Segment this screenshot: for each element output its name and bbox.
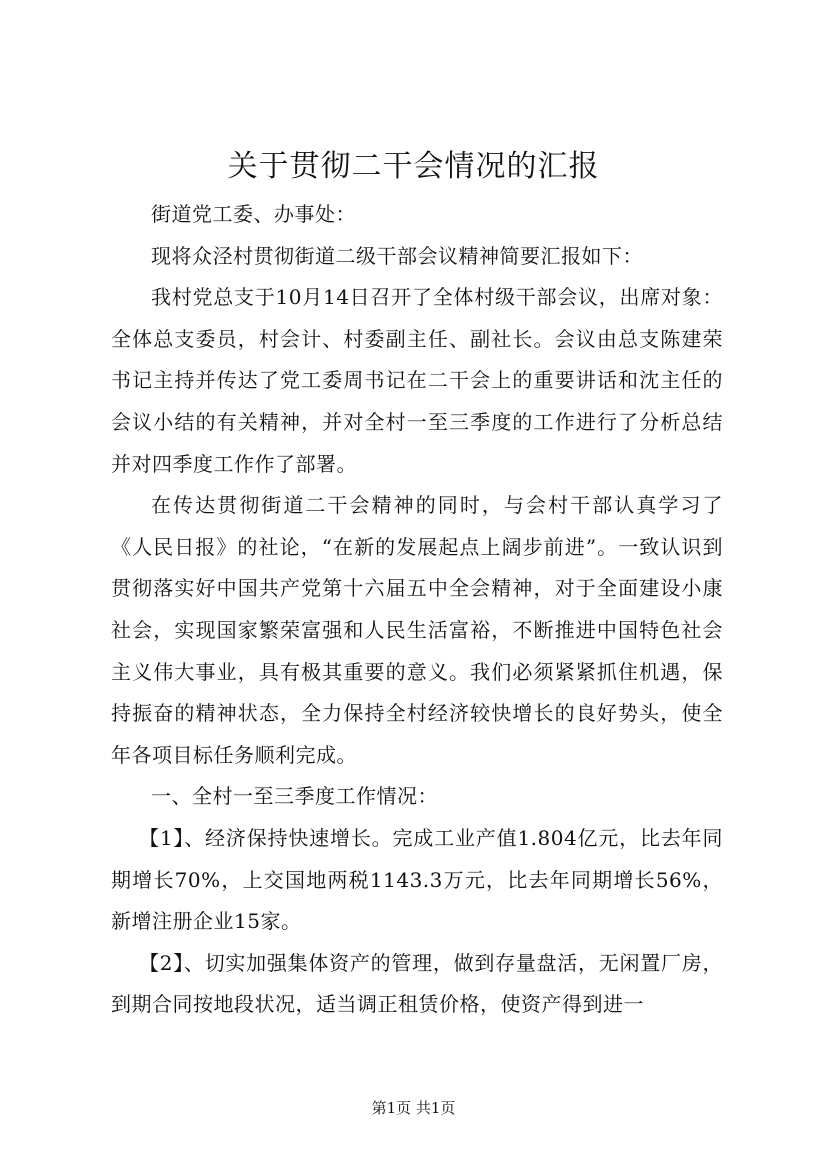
paragraph-study: 在传达贯彻街道二干会精神的同时，与会村干部认真学习了《人民日报》的社论，“在新的发展起点上阔步前进”。一致认识到贯彻落实好中国共产党第十六届五中全会精神，对于全面建设小康社会，实现国家繁荣富强和人民生活富裕，不断推进中国特色社会主义伟大事业，具有极其重要的意义。我们必须紧紧抓住机遇，保持振奋的精神状态，全力保持全村经济较快增长的良好势头，使全年各项目标任务顺利完成。	[111, 493, 723, 767]
paragraph-intro: 现将众泾村贯彻街道二级干部会议精神简要汇报如下：	[151, 243, 643, 268]
paragraph-item-2: 【2】、切实加强集体资产的管理，做到存量盘活，无闲置厂房，到期合同按地段状况，适当调正租赁价格，使资产得到进一	[111, 950, 723, 1017]
document-title: 关于贯彻二干会情况的汇报	[227, 149, 600, 184]
paragraph-salutation: 街道党工委、办事处：	[151, 202, 356, 226]
page-footer: 第1页 共1页	[371, 1099, 456, 1117]
paragraph-item-1: 【1】、经济保持快速增长。完成工业产值1.804亿元，比去年同期增长70%，上交国地两税1143.3万元，比去年同期增长56%，新增注册企业15家。	[111, 825, 723, 934]
section-heading-1: 一、全村一至三季度工作情况：	[151, 784, 438, 809]
paragraph-meeting: 我村党总支于10月14日召开了全体村级干部会议，出席对象：全体总支委员，村会计、村委副主任、副社长。会议由总支陈建荣书记主持并传达了党工委周书记在二干会上的重要讲话和沈主任的会议小结的有关精神，并对全村一至三季度的工作进行了分析总结并对四季度工作作了部署。	[111, 285, 723, 476]
document-body	[111, 194, 723, 1026]
